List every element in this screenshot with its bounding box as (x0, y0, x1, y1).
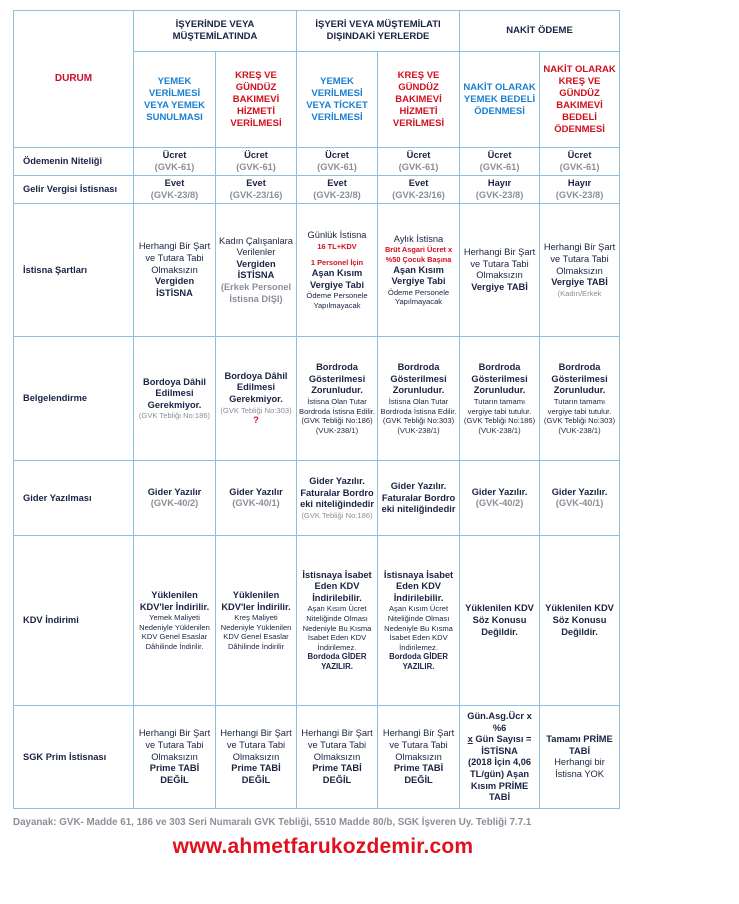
cell-emphasis: Prime TABİ DEĞİL (393, 763, 444, 785)
cell-emphasis: İstisnaya İsabet Eden KDV İndirilebilir. (383, 569, 454, 603)
cell-text: Herhangi Bir Şart ve Tutara Tabi Olmaksızın (382, 728, 455, 762)
cell-emphasis: Bordoya Dâhil Edilmesi Gerekmiyor. (142, 376, 207, 410)
cell (378, 536, 460, 706)
cell-ref: (GVK-40/2) (150, 498, 199, 509)
cell-ref: (GVK-23/8) (150, 189, 199, 200)
cell (540, 706, 620, 809)
cell (216, 176, 297, 204)
cell (297, 461, 378, 536)
cell-value: Ücret (567, 150, 592, 160)
cell-ref: (GVK-40/1) (232, 498, 280, 509)
cell (378, 337, 460, 461)
cell (134, 461, 216, 536)
durum-header: DURUM (54, 73, 93, 85)
group-header-2: İŞYERİ VEYA MÜŞTEMİLATI DIŞINDAKİ YERLERDE (315, 19, 441, 42)
cell (540, 148, 620, 176)
table-row (14, 706, 620, 809)
cell-small: Kreş Maliyeti Nedeniyle Yüklenilen KDV Genel Esaslar Dâhilinde İndirilir (220, 613, 292, 652)
table-row (14, 204, 620, 337)
group-header-2-cell (297, 11, 460, 52)
cell-ref: (GVK Tebliği No:186) (VUK-238/1) (301, 416, 373, 435)
cell-emphasis: Prime TABİ DEĞİL (149, 763, 200, 785)
cell-value: Hayır (567, 178, 592, 189)
cell (297, 204, 378, 337)
cell-red-note: 1 Personel İçin (310, 258, 364, 268)
cell-red-note: 16 TL+KDV (317, 241, 357, 251)
row-label: Belgelendirme (14, 337, 134, 461)
cell-text: Günlük İstisna (307, 230, 367, 241)
cell-emphasis: Bordroda Gösterilmesi Zorunludur. (390, 362, 447, 396)
cell-emphasis: Yüklenilen KDV'ler İndirilir. (139, 590, 210, 612)
row-label: İstisna Şartları (14, 204, 134, 337)
col-header-3-cell (297, 52, 378, 148)
cell-emphasis: Gider Yazılır (229, 486, 283, 497)
col-header-5: NAKİT OLARAK YEMEK BEDELİ ÖDENMESİ (463, 81, 536, 117)
cell-small: Tutarın tamamı vergiye tabi tutulur. (467, 397, 532, 416)
multiply-mark: x (467, 734, 473, 745)
cell-text: Herhangi Bir Şart ve Tutara Tabi Olmaksızın (301, 728, 373, 762)
cell-emphasis: Bordroda Gösterilmesi Zorunludur. (308, 362, 366, 396)
cell (134, 176, 216, 204)
cell-text: Herhangi Bir Şart ve Tutara Tabi Olmaksızın (463, 247, 536, 281)
cell (134, 337, 216, 461)
col-header-4-cell (378, 52, 460, 148)
cell-emphasis: Bordroda Gösterilmesi Zorunludur. (551, 362, 608, 396)
col-header-6: NAKİT OLARAK KREŞ VE GÜNDÜZ BAKIMEVİ BEDELİ ÖDENMESİ (543, 63, 616, 135)
cell-emphasis: (2018 İçin 4,06 TL/gün) Aşan Kısım PRİME TABİ (468, 757, 532, 803)
col-header-1: YEMEK VERİLMESİ VEYA YEMEK SUNULMASI (144, 75, 205, 123)
cell-emphasis: Tamamı PRİME TABİ (546, 734, 613, 756)
durum-header-cell (14, 11, 134, 148)
row-label: Gelir Vergisi İstisnası (14, 176, 134, 204)
cell-text: Herhangi Bir Şart ve Tutara Tabi Olmaksızın (543, 242, 616, 276)
cell-value: Ücret (406, 150, 431, 160)
group-header-1: İŞYERİNDE VEYA MÜŞTEMİLATINDA (172, 19, 258, 42)
cell-ref: (GVK-23/8) (313, 189, 361, 200)
cell-value: Evet (246, 178, 266, 189)
row-label: KDV İndirimi (14, 536, 134, 706)
col-header-2-cell (216, 52, 297, 148)
table-row (14, 176, 620, 204)
cell-emphasis: Aşan Kısım Vergiye Tabi (391, 264, 446, 287)
cell-small: İstisna Olan Tutar Bordroda İstisna Edilir. (299, 397, 375, 416)
cell-note: (Erkek Personel İstisna DIŞI) (220, 281, 292, 304)
cell-emphasis-part: Gün Sayısı = İSTİSNA (475, 734, 532, 756)
cell-ref: (GVK-40/1) (555, 498, 604, 509)
cell-ref: (GVK-61) (317, 161, 357, 172)
cell (297, 706, 378, 809)
cell-text: Herhangi Bir Şart ve Tutara Tabi Olmaksızın (138, 241, 211, 275)
source-footnote: Dayanak: GVK- Madde 61, 186 ve 303 Seri Numaralı GVK Tebliği, 5510 Madde 80/b, SGK İşveren Uy. Tebliği 7.7.1 (13, 817, 532, 828)
cell-ref: (GVK Tebliği No:186) (VUK-238/1) (463, 416, 536, 435)
cell-ref: (GVK-61) (236, 161, 276, 172)
cell-text: Herhangi Bir Şart ve Tutara Tabi Olmaksızın (220, 728, 292, 762)
cell-ref: (GVK-23/8) (555, 189, 604, 200)
cell-note: (Kadın/Erkek (557, 288, 602, 298)
cell-red-note: Brüt Asgari Ücret x %50 Çocuk Başına (384, 245, 453, 264)
col-header-3: YEMEK VERİLMESİ VEYA TİCKET VERİLMESİ (306, 75, 368, 123)
cell (540, 461, 620, 536)
cell (540, 337, 620, 461)
cell-ref: (GVK-61) (398, 161, 439, 172)
cell-small: Yemek Maliyeti Nedeniyle Yüklenilen KDV Genel Esaslar Dâhilinde İndirilir. (139, 613, 210, 652)
cell (378, 148, 460, 176)
cell (460, 176, 540, 204)
cell-small: Aşan Kısım Ücret Niteliğinde Olması Nedeniyle Bu Kısma İsabet Eden KDV İndirilemez. (384, 604, 453, 652)
cell (134, 706, 216, 809)
cell-emphasis: Vergiye TABİ (551, 277, 608, 288)
cell (134, 536, 216, 706)
cell-emphasis: Yüklenilen KDV Söz Konusu Değildir. (465, 603, 534, 637)
cell (216, 148, 297, 176)
cell-value: Ücret (244, 150, 268, 160)
cell-emphasis: Vergiden İSTİSNA (236, 258, 276, 281)
cell-ref: (GVK-23/8) (475, 189, 524, 200)
cell-emphasis: Yüklenilen KDV'ler İndirilir. (221, 590, 291, 612)
cell-emphasis: Gider Yazılır. Faturalar Bordro eki niteliğindedir (381, 480, 456, 515)
cell (378, 706, 460, 809)
cell (297, 176, 378, 204)
group-header-1-cell (134, 11, 297, 52)
cell (460, 337, 540, 461)
cell-text: Kadın Çalışanlara Verilenler (219, 235, 293, 258)
cell-emphasis: Aşan Kısım Vergiye Tabi (309, 268, 365, 290)
row-label: Gider Yazılması (14, 461, 134, 536)
cell (297, 148, 378, 176)
cell-emphasis: Prime TABİ DEĞİL (231, 763, 281, 785)
cell (460, 461, 540, 536)
website-link[interactable]: www.ahmetfarukozdemir.com (172, 835, 474, 858)
cell (216, 204, 297, 337)
col-header-2: KREŞ VE GÜNDÜZ BAKIMEVİ HİZMETİ VERİLMESİ (230, 69, 282, 129)
cell (216, 461, 297, 536)
cell-emphasis: Prime TABİ DEĞİL (312, 763, 362, 785)
cell-small: Aşan Kısım Ücret Niteliğinde Olması Nedeniyle Bu Kısma İsabet Eden KDV İndirilemez. (302, 604, 372, 652)
cell-emphasis (462, 734, 537, 757)
cell-small-bold: Bordoda GİDER YAZILIR. (307, 652, 367, 672)
cell (460, 536, 540, 706)
cell-ref: (GVK-23/16) (392, 189, 445, 200)
cell-small: İstisna Olan Tutar Bordroda İstisna Edilir. (380, 397, 457, 416)
cell-value: Ücret (487, 150, 512, 160)
cell-small: Ödeme Personele Yapılmayacak (306, 291, 368, 310)
cell-value: Evet (408, 178, 429, 189)
cell (297, 337, 378, 461)
cell-ref: (GVK Tebliği No:303) (VUK-238/1) (543, 416, 616, 435)
cell-emphasis: Gider Yazılır. (551, 486, 608, 497)
table-row (14, 148, 620, 176)
cell-value: Evet (164, 178, 185, 189)
table-row (14, 536, 620, 706)
cell-small: Ödeme Personele Yapılmayacak (387, 287, 450, 307)
cell-ref: (GVK Tebliği No:303) (VUK-238/1) (382, 416, 455, 435)
table-row (14, 337, 620, 461)
cell-ref: (GVK Tebliği No:303) (220, 405, 292, 415)
cell-emphasis: Bordoya Dâhil Edilmesi Gerekmiyor. (224, 370, 288, 405)
cell-value: Ücret (325, 150, 349, 160)
cell (378, 204, 460, 337)
cell-text: Herhangi bir İstisna YOK (554, 757, 605, 779)
cell-ref: (GVK-61) (154, 161, 195, 172)
group-header-3-cell (460, 11, 620, 52)
cell-small: Tutarın tamamı vergiye tabi tutulur. (547, 397, 612, 416)
cell-ref: (GVK-61) (559, 161, 600, 172)
col-header-4: KREŞ VE GÜNDÜZ BAKIMEVİ HİZMETİ VERİLMESİ (392, 69, 445, 129)
comparison-table (13, 10, 620, 809)
cell (216, 337, 297, 461)
cell (460, 148, 540, 176)
cell-emphasis: Yüklenilen KDV Söz Konusu Değildir. (545, 603, 614, 637)
cell (134, 204, 216, 337)
cell-value: Ücret (162, 150, 187, 160)
cell-emphasis: Vergiden İSTİSNA (154, 276, 195, 298)
cell (134, 148, 216, 176)
cell-ref: (GVK-40/2) (475, 498, 524, 509)
cell-emphasis: Vergiye TABİ (471, 281, 528, 292)
cell-ref: (GVK-23/16) (229, 189, 283, 200)
cell (460, 706, 540, 809)
cell (216, 536, 297, 706)
cell (216, 706, 297, 809)
cell-emphasis: Gider Yazılır. (471, 486, 528, 497)
group-header-3: NAKİT ÖDEME (506, 25, 573, 36)
cell-value: Evet (327, 178, 347, 189)
cell (460, 204, 540, 337)
cell (540, 204, 620, 337)
row-label: SGK Prim İstisnası (14, 706, 134, 809)
col-header-1-cell (134, 52, 216, 148)
cell-emphasis: Gider Yazılır (147, 486, 202, 497)
cell (378, 461, 460, 536)
cell-ref: (GVK-61) (479, 161, 520, 172)
question-mark: ? (253, 415, 259, 426)
col-header-5-cell (460, 52, 540, 148)
cell-ref: (GVK Tebliği No:186) (301, 510, 373, 520)
table-row (14, 461, 620, 536)
cell-value: Hayır (487, 178, 512, 189)
cell-emphasis: Gider Yazılır. Faturalar Bordro eki niteliğindedir (300, 476, 374, 510)
cell-text: Aylık İstisna (393, 233, 444, 244)
row-label: Ödemenin Niteliği (14, 148, 134, 176)
col-header-6-cell (540, 52, 620, 148)
cell-small-bold: Bordoda GİDER YAZILIR. (389, 652, 448, 672)
cell (297, 536, 378, 706)
cell-ref: (GVK Tebliği No:186) (138, 411, 211, 421)
cell-emphasis: İstisnaya İsabet Eden KDV İndirilebilir. (302, 569, 372, 603)
cell (540, 176, 620, 204)
cell-emphasis: Gün.Asg.Ücr x %6 (467, 711, 532, 733)
cell (540, 536, 620, 706)
cell (378, 176, 460, 204)
cell-text: Herhangi Bir Şart ve Tutara Tabi Olmaksızın (138, 728, 211, 762)
cell-emphasis: Bordroda Gösterilmesi Zorunludur. (471, 362, 528, 396)
